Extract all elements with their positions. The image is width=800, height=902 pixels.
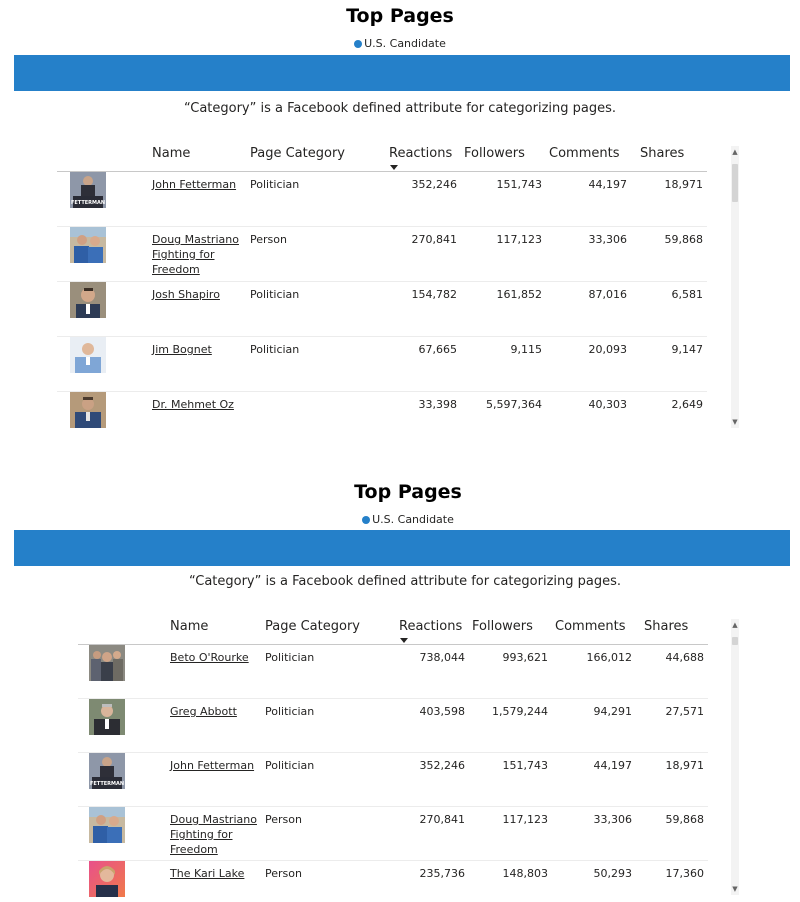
header-band [14,530,790,566]
col-header-shares[interactable]: Shares [640,146,685,161]
followers-value: 9,115 [510,343,542,356]
page-name-link[interactable]: Doug Mastriano Fighting for Freedom [152,233,239,276]
comments-value: 20,093 [588,343,627,356]
avatar [70,337,106,373]
comments-value: 87,016 [588,288,627,301]
panel-title: Top Pages [354,481,462,503]
col-header-category[interactable]: Page Category [250,146,345,161]
reactions-value: 235,736 [419,867,465,880]
comments-value: 50,293 [593,867,632,880]
page-name-link[interactable]: The Kari Lake [170,867,245,880]
comments-value: 40,303 [588,398,627,411]
reactions-value: 738,044 [419,651,465,664]
header-band [14,55,790,91]
page-name-link[interactable]: Dr. Mehmet Oz [152,398,234,411]
page-category: Politician [265,651,315,664]
table-row [57,282,707,337]
table-row [57,227,707,282]
legend-label: U.S. Candidate [372,513,454,526]
sort-desc-icon [400,638,408,643]
avatar [89,807,125,843]
avatar [89,861,125,897]
scroll-up-icon[interactable]: ▲ [732,621,738,629]
shares-value: 17,360 [665,867,704,880]
page-name-link[interactable]: Doug Mastriano Fighting for Freedom [170,813,257,856]
avatar [70,282,106,318]
page-category: Politician [250,343,300,356]
col-header-comments[interactable]: Comments [555,619,626,634]
top-pages-panel-2 [0,476,800,902]
page-name-link[interactable]: Beto O'Rourke [170,651,249,664]
col-header-followers[interactable]: Followers [464,146,525,161]
avatar [89,699,125,735]
comments-value: 33,306 [588,233,627,246]
avatar [70,227,106,263]
col-header-comments[interactable]: Comments [549,146,620,161]
sort-desc-icon [390,165,398,170]
page-category: Person [265,813,302,826]
reactions-value: 67,665 [418,343,457,356]
table-scrollbar[interactable] [731,146,739,428]
col-header-category[interactable]: Page Category [265,619,360,634]
legend [0,37,800,50]
scroll-thumb[interactable] [732,637,738,645]
reactions-value: 270,841 [411,233,457,246]
shares-value: 18,971 [665,759,704,772]
followers-value: 148,803 [502,867,548,880]
table-row [78,645,708,699]
col-header-shares[interactable]: Shares [644,619,689,634]
shares-value: 18,971 [664,178,703,191]
col-header-reactions[interactable]: Reactions [389,146,453,161]
comments-value: 44,197 [593,759,632,772]
avatar [70,172,106,208]
shares-value: 9,147 [671,343,703,356]
followers-value: 1,579,244 [492,705,548,718]
top-pages-table [57,146,707,428]
top-pages-panel-1 [0,0,800,440]
comments-value: 94,291 [593,705,632,718]
followers-value: 5,597,364 [486,398,542,411]
shares-value: 59,868 [665,813,704,826]
comments-value: 166,012 [586,651,632,664]
followers-value: 117,123 [496,233,542,246]
col-header-name[interactable]: Name [170,619,209,634]
reactions-value: 403,598 [419,705,465,718]
svg-text:FETTERMAN: FETTERMAN [70,200,106,206]
page-name-link[interactable]: John Fetterman [170,759,255,772]
page-name-link[interactable]: Josh Shapiro [152,288,220,301]
svg-text:FETTERMAN: FETTERMAN [89,781,125,787]
page-category: Politician [250,178,300,191]
followers-value: 117,123 [502,813,548,826]
page-category: Person [265,867,302,880]
legend [8,513,800,526]
table-scrollbar[interactable] [731,619,739,895]
shares-value: 2,649 [671,398,703,411]
legend-dot-icon [354,40,362,48]
page-category: Politician [265,705,315,718]
scroll-up-icon[interactable]: ▲ [732,148,738,156]
page-category: Politician [265,759,315,772]
page-category: Politician [250,288,300,301]
scroll-down-icon[interactable]: ▼ [732,885,738,893]
table-row [78,861,708,897]
page-name-link[interactable]: John Fetterman [152,178,237,191]
reactions-value: 33,398 [418,398,457,411]
followers-value: 993,621 [502,651,548,664]
followers-value: 161,852 [496,288,542,301]
col-header-name[interactable]: Name [152,146,191,161]
shares-value: 59,868 [664,233,703,246]
scroll-down-icon[interactable]: ▼ [732,418,738,426]
followers-value: 151,743 [502,759,548,772]
avatar [89,753,125,789]
top-pages-table [78,619,708,897]
reactions-value: 352,246 [411,178,457,191]
table-row [57,172,707,227]
category-note: “Category” is a Facebook defined attribute for categorizing pages. [188,574,622,589]
reactions-value: 270,841 [419,813,465,826]
page-name-link[interactable]: Jim Bognet [152,343,212,356]
shares-value: 27,571 [665,705,704,718]
followers-value: 151,743 [496,178,542,191]
reactions-value: 352,246 [419,759,465,772]
table-row [78,807,708,861]
page-category: Person [250,233,287,246]
avatar [70,392,106,428]
panel-title: Top Pages [346,5,454,27]
comments-value: 33,306 [593,813,632,826]
table-row [78,699,708,753]
page-name-link[interactable]: Greg Abbott [170,705,237,718]
shares-value: 44,688 [665,651,704,664]
table-header [78,619,708,645]
avatar [89,645,125,681]
legend-dot-icon [362,516,370,524]
table-row [78,753,708,807]
legend-label: U.S. Candidate [364,37,446,50]
scroll-thumb[interactable] [732,164,738,202]
table-header [57,146,707,172]
shares-value: 6,581 [671,288,703,301]
comments-value: 44,197 [588,178,627,191]
table-row [57,337,707,392]
col-header-reactions[interactable]: Reactions [399,619,463,634]
col-header-followers[interactable]: Followers [472,619,533,634]
reactions-value: 154,782 [411,288,457,301]
category-note: “Category” is a Facebook defined attribute for categorizing pages. [183,101,617,116]
table-row [57,392,707,428]
